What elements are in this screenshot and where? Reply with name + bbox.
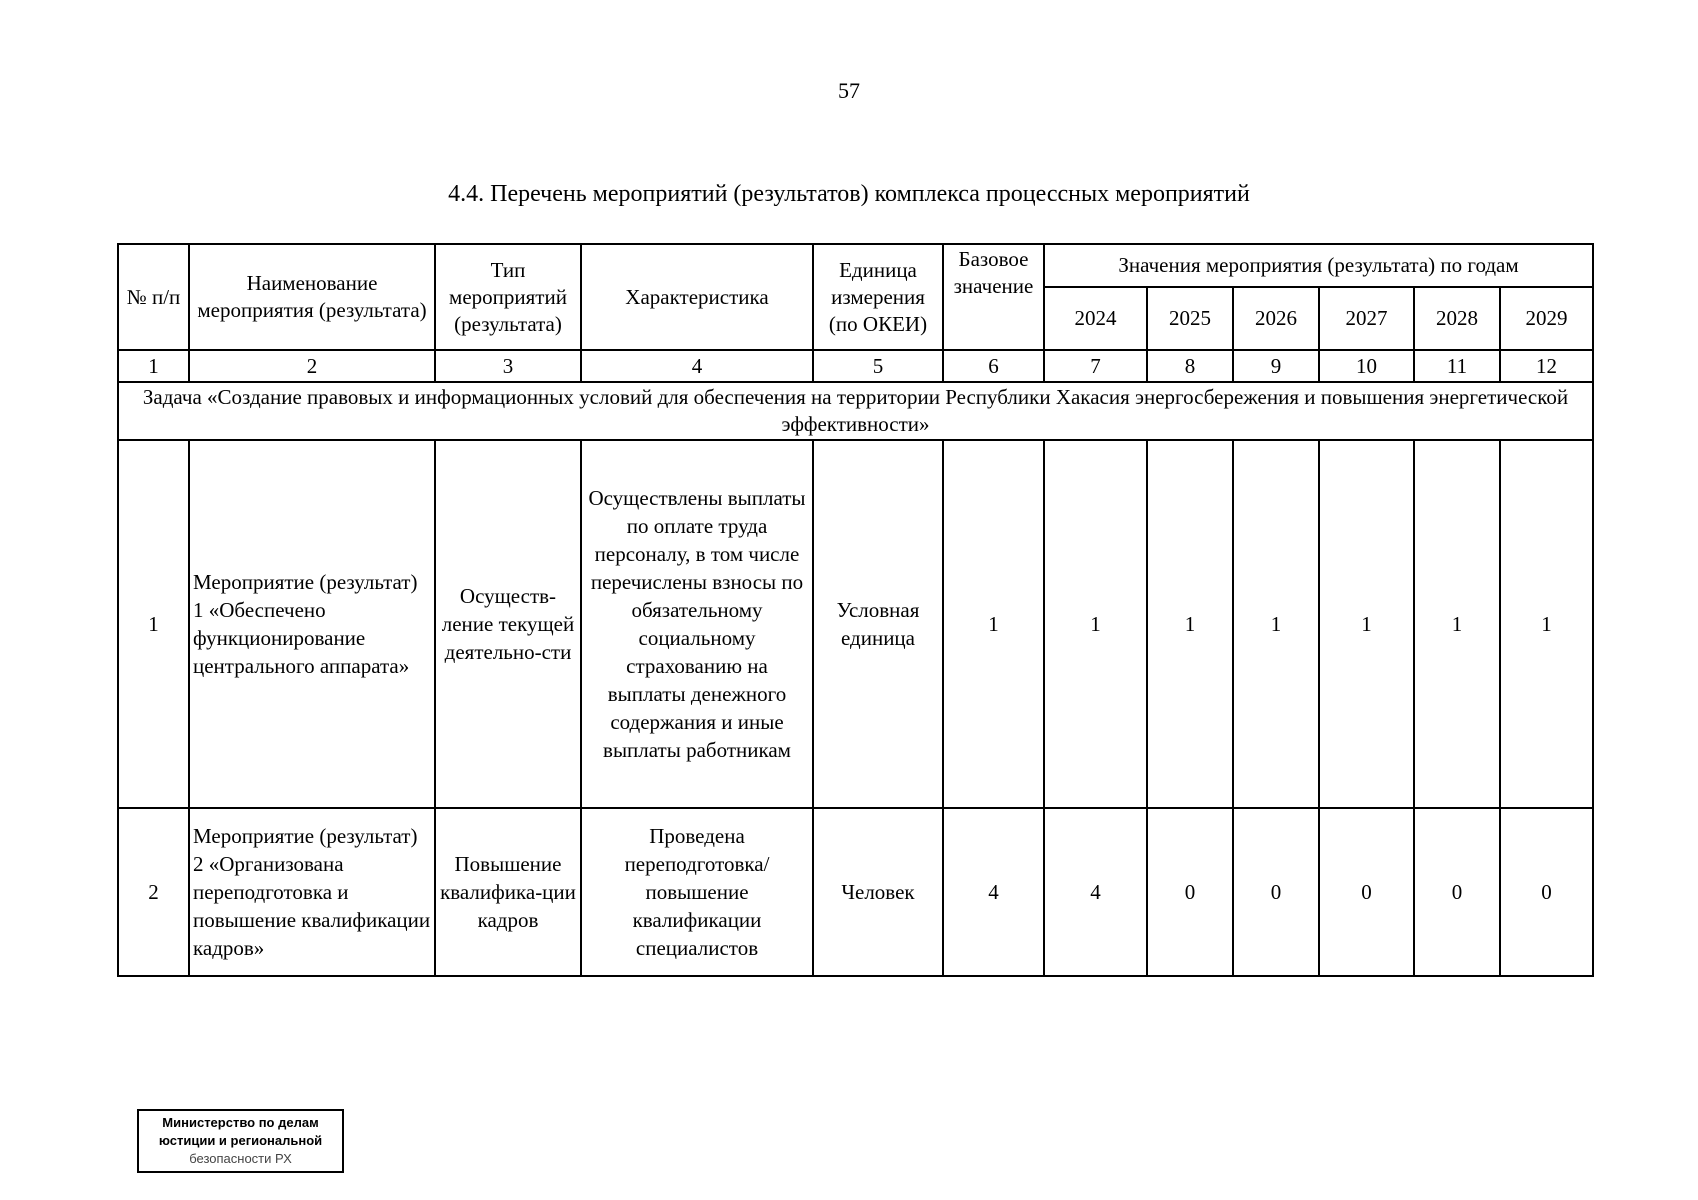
header-years-group: Значения мероприятия (результата) по годам (1044, 244, 1593, 287)
header-year: 2028 (1414, 287, 1500, 350)
header-base: Базовое значение (943, 244, 1044, 350)
row-number: 1 (118, 440, 189, 808)
stamp-line: безопасности РХ (189, 1151, 292, 1166)
event-characteristic: Осуществлены выплаты по оплате труда персоналу, в том числе перечислены взносы по обязательному социальному страхованию на выплаты денежного содержания и иные выплаты работникам (581, 440, 813, 808)
year-value: 1 (1044, 440, 1147, 808)
event-type: Повышение квалифика-ции кадров (435, 808, 581, 976)
events-table (117, 243, 1594, 977)
year-value: 1 (1233, 440, 1319, 808)
year-value: 0 (1233, 808, 1319, 976)
document-title: 4.4. Перечень мероприятий (результатов) комплекса процессных мероприятий (448, 181, 1250, 207)
column-number: 2 (189, 350, 435, 382)
year-value: 0 (1500, 808, 1593, 976)
header-year: 2026 (1233, 287, 1319, 350)
year-value: 1 (1500, 440, 1593, 808)
row-number: 2 (118, 808, 189, 976)
column-number: 1 (118, 350, 189, 382)
column-number: 3 (435, 350, 581, 382)
header-year: 2027 (1319, 287, 1414, 350)
event-unit: Условная единица (813, 440, 943, 808)
column-number: 12 (1500, 350, 1593, 382)
year-value: 4 (1044, 808, 1147, 976)
column-number: 9 (1233, 350, 1319, 382)
table-row (118, 808, 1593, 976)
column-number: 10 (1319, 350, 1414, 382)
event-type: Осуществ-ление текущей деятельно-сти (435, 440, 581, 808)
base-value: 4 (943, 808, 1044, 976)
header-name: Наименование мероприятия (результата) (189, 244, 435, 350)
page-number: 57 (838, 78, 860, 103)
stamp-line: Министерство по делам (162, 1115, 319, 1130)
header-year: 2024 (1044, 287, 1147, 350)
column-number: 7 (1044, 350, 1147, 382)
header-unit: Единица измерения (по ОКЕИ) (813, 244, 943, 350)
header-type: Тип мероприятий (результата) (435, 244, 581, 350)
header-num: № п/п (118, 244, 189, 350)
event-name: Мероприятие (результат) 1 «Обеспечено функционирование центрального аппарата» (189, 440, 435, 808)
year-value: 1 (1147, 440, 1233, 808)
year-value: 1 (1319, 440, 1414, 808)
event-unit: Человек (813, 808, 943, 976)
column-number: 8 (1147, 350, 1233, 382)
task-row: Задача «Создание правовых и информационных условий для обеспечения на территории Республики Хакасия энергосбережения и повышения энергетической эффективности» (118, 382, 1593, 440)
column-number: 6 (943, 350, 1044, 382)
year-value: 0 (1319, 808, 1414, 976)
header-characteristic: Характеристика (581, 244, 813, 350)
column-number: 4 (581, 350, 813, 382)
header-year: 2029 (1500, 287, 1593, 350)
year-value: 0 (1414, 808, 1500, 976)
ministry-stamp (137, 1109, 344, 1173)
table-row (118, 440, 1593, 808)
stamp-line: юстиции и региональной (158, 1133, 323, 1148)
year-value: 1 (1414, 440, 1500, 808)
column-number: 5 (813, 350, 943, 382)
base-value: 1 (943, 440, 1044, 808)
column-number: 11 (1414, 350, 1500, 382)
event-name: Мероприятие (результат) 2 «Организована переподготовка и повышение квалификации кадров» (189, 808, 435, 976)
header-year: 2025 (1147, 287, 1233, 350)
event-characteristic: Проведена переподготовка/ повышение квалификации специалистов (581, 808, 813, 976)
year-value: 0 (1147, 808, 1233, 976)
